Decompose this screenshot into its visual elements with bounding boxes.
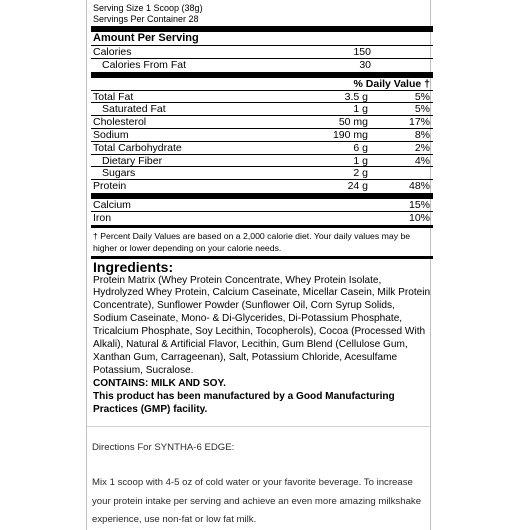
amount-per-serving-header: Amount Per Serving [93,32,199,44]
directions-title: Directions For SYNTHA-6 EDGE: [92,442,235,453]
nutrient-percent: 5% [414,103,430,116]
ingredients-title: Ingredients: [93,258,174,275]
nutrient-label: Saturated Fat [102,103,166,116]
nutrient-row [91,91,433,103]
nutrient-amount: 6 g [353,141,368,154]
nutrient-percent: 5% [414,90,430,103]
nutrient-row [91,129,433,141]
nutrient-row [91,155,433,167]
nutrient-row [91,116,433,128]
calories-row [91,46,433,58]
calories-fat-label: Calories From Fat [102,58,187,71]
nutrient-row [91,167,433,179]
nutrient-label: Dietary Fiber [102,154,163,167]
nutrient-amount: 50 mg [338,116,368,129]
nutrient-label: Sugars [102,167,136,180]
nutrient-percent: 2% [414,141,430,154]
serving-size: Serving Size 1 Scoop (38g) [93,3,203,13]
nutrient-amount: 2 g [353,167,368,180]
nutrient-amount: 1 g [353,154,368,167]
nutrient-label: Sodium [93,128,129,141]
nutrient-row [91,142,433,154]
nutrient-label: Total Carbohydrate [93,141,182,154]
daily-value-header: % Daily Value † [353,77,430,90]
calories-label: Calories [93,46,132,58]
mineral-row [91,212,433,224]
servings-per-container: Servings Per Container 28 [93,14,199,24]
mineral-label: Iron [93,211,112,224]
nutrient-amount: 190 mg [332,128,368,141]
directions-text: Mix 1 scoop with 4-5 oz of cold water or your favorite beverage. To increase your protein intake per serving and achieve an even more amazing milkshake experience, use non-fat or low fat milk. [92,477,422,525]
nutrient-label: Total Fat [93,90,134,103]
nutrient-percent: 8% [414,128,430,141]
mineral-row [91,199,433,211]
nutrient-label: Cholesterol [93,116,147,129]
mineral-percent: 15% [408,198,430,211]
nutrient-amount: 3.5 g [344,90,368,103]
nutrient-amount: 1 g [353,103,368,116]
daily-value-footnote: † Percent Daily Values are based on a 2,000 calorie diet. Your daily values may be higher or lower depending on your calorie needs. [93,230,411,253]
nutrient-percent: 48% [408,180,430,193]
section-divider [86,426,431,427]
gmp-statement: This product has been manufactured by a Good Manufacturing Practices (GMP) facility. [93,390,395,415]
ingredients-text: Protein Matrix (Whey Protein Concentrate, Whey Protein Isolate, Hydrolyzed Whey Protein, Calcium Caseinate, Micellar Casein, Milk Protein Concentrate), Sunflower Powder (Sunflower Oil, Corn Syrup Solids, Sodium Caseinate, Mono- & Di-Glycerides, Di-Potassium Phosphate, Tricalcium Phosphate, Soy Lecithin, Tocopherols), Cocoa (Processed With Alkali), Natural & Artificial Flavor, Lecithin, Gum Blend (Cellulose Gum, Xanthan Gum, Carrageenan), Salt, Potassium Chloride, Acesulfame Potassium, Sucralose. [93,274,431,376]
nutrient-label: Protein [93,180,127,193]
nutrient-amount: 24 g [347,180,368,193]
nutrient-percent: 17% [408,116,430,129]
calories-fat-row [91,59,433,71]
nutrient-row [91,103,433,115]
nutrient-percent: 4% [414,154,430,167]
allergen-statement: CONTAINS: MILK AND SOY. [93,377,226,389]
nutrition-facts-panel [91,3,433,417]
mineral-label: Calcium [93,198,131,211]
calories-value: 150 [353,46,371,58]
calories-fat-value: 30 [359,58,371,71]
mineral-percent: 10% [408,211,430,224]
nutrient-row [91,180,433,192]
